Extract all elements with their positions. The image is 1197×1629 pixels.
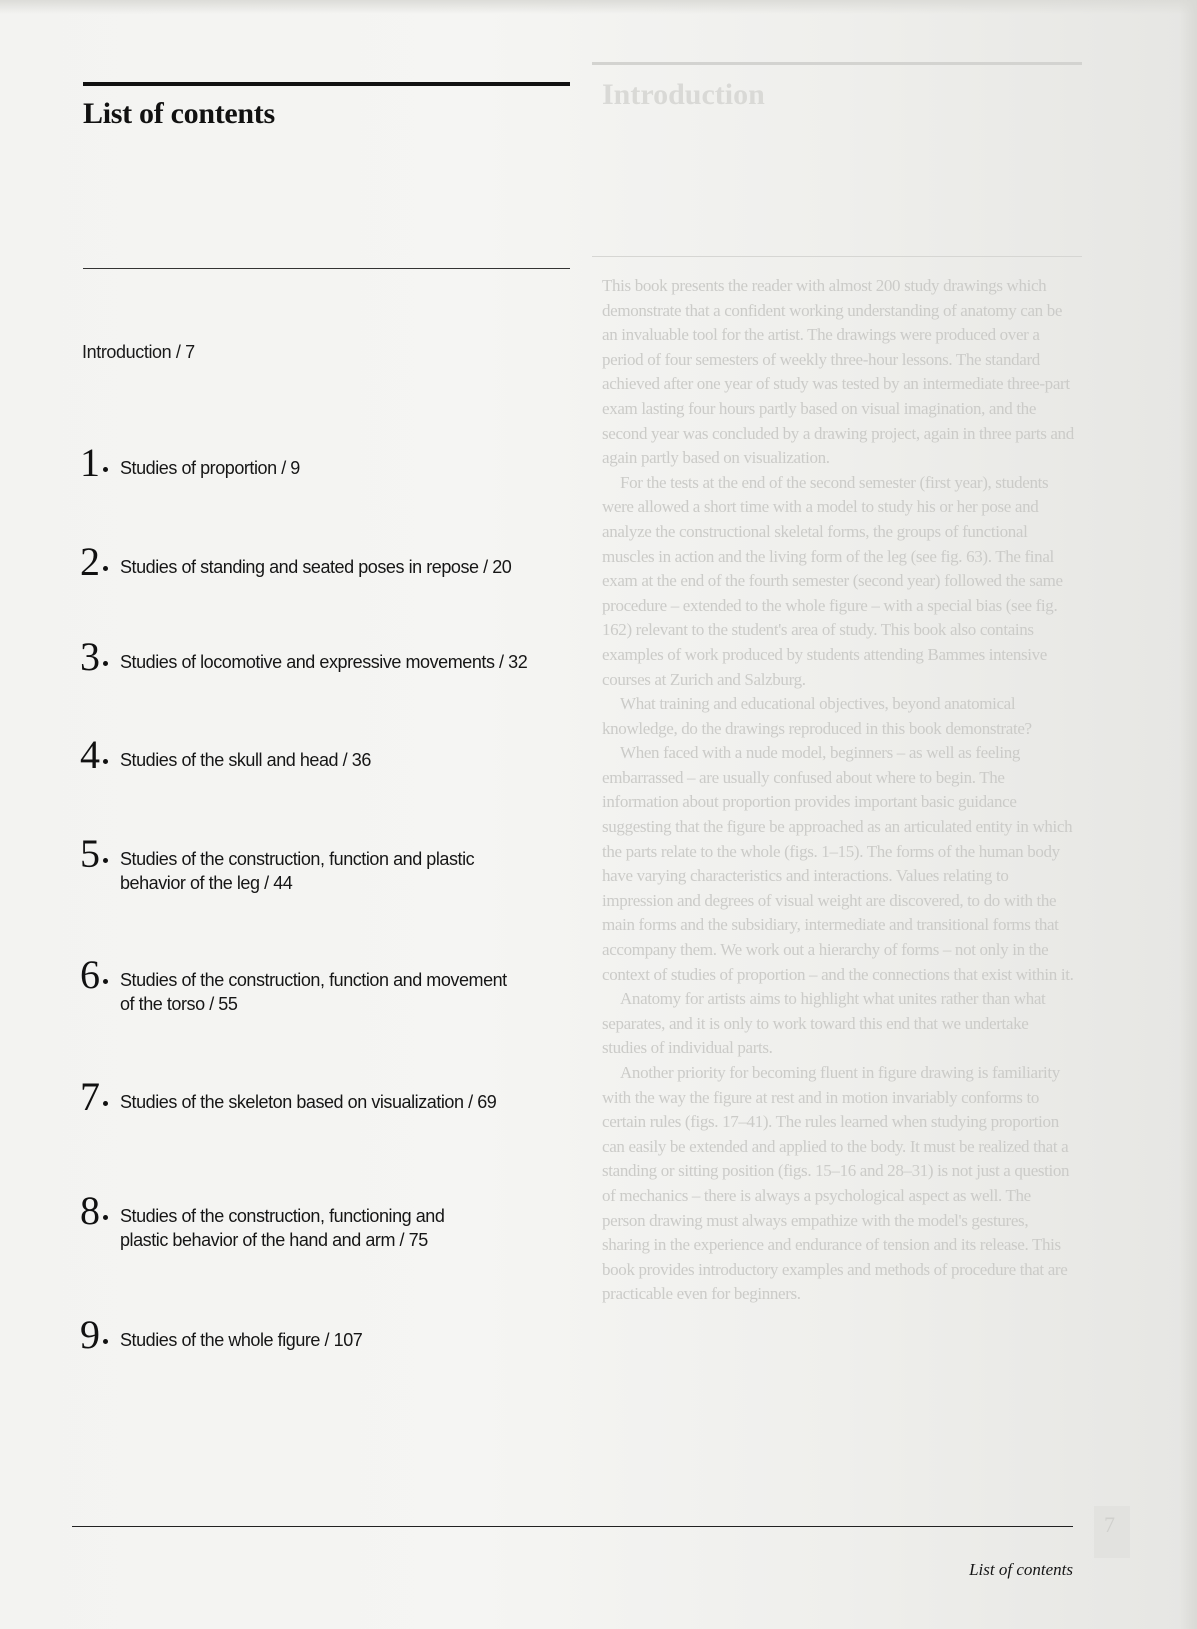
running-head: List of contents bbox=[969, 1560, 1073, 1579]
chapter-number-dot bbox=[103, 979, 108, 984]
chapter-title bbox=[120, 1204, 590, 1252]
chapter-number-dot bbox=[103, 467, 108, 472]
show-through-paragraph: For the tests at the end of the second semester (first year), students were allowed a short time with a model to study his or her pose and analyze the constructional skeletal forms, the groups of functional muscles in action and the living form of the leg (see fig. 63). The final exam at the end of the fourth semester (second year) followed the same procedure – extended to the whole figure – with a special bias (see fig. 162) relevant to the student's area of study. This book also contains examples of work produced by students attending Bammes intensive courses at Zurich and Salzburg. bbox=[602, 472, 1063, 689]
scan-edge-right bbox=[1179, 0, 1197, 1629]
show-through-paragraph: When faced with a nude model, beginners – as well as feeling embarrassed – are usually confused about where to begin. The information about proportion provides important basic guidance suggesting that the figure be approached as an articulated entity in which the parts relate to the whole (figs. 1–15). The forms of the human body have varying characteristics and interactions. Values relating to impression and degrees of visual weight are discovered, to do with the main forms and the subsidiary, intermediate and transitional forms that accompany them. We work out a hierarchy of forms – not only in the context of studies of proportion – and the connections that exist within it. bbox=[602, 743, 1074, 984]
show-through-body bbox=[602, 274, 1074, 1307]
chapter-title bbox=[120, 847, 590, 895]
show-through-rule-mid bbox=[592, 256, 1082, 257]
title-rule-top bbox=[83, 82, 570, 86]
chapter-number-dot bbox=[103, 661, 108, 666]
chapter-number: 2 bbox=[80, 539, 100, 584]
toc-entry-introduction: Introduction / 7 bbox=[82, 342, 195, 362]
chapter-title-line: behavior of the leg / 44 bbox=[120, 873, 293, 893]
chapter-title bbox=[120, 968, 590, 1016]
page-title: List of contents bbox=[83, 97, 275, 130]
chapter-number: 7 bbox=[80, 1074, 100, 1119]
chapter-number-dot bbox=[103, 1339, 108, 1344]
chapter-title: Studies of the skull and head / 36 bbox=[120, 750, 371, 770]
chapter-number: 6 bbox=[80, 952, 100, 997]
show-through-paragraph: Anatomy for artists aims to highlight what unites rather than what separates, and it is only to work toward this end that we undertake studies of individual parts. bbox=[602, 989, 1046, 1058]
footer-rule bbox=[72, 1526, 1073, 1527]
chapter-title: Studies of the whole figure / 107 bbox=[120, 1330, 363, 1350]
title-rule-bottom bbox=[83, 268, 570, 269]
chapter-number-dot bbox=[103, 566, 108, 571]
show-through-paragraph: Another priority for becoming fluent in figure drawing is familiarity with the way the figure at rest and in motion invariably conforms to certain rules (figs. 17–41). The rules learned when studying proportion can easily be extended and applied to the body. It must be realized that a standing or sitting position (figs. 15–16 and 28–31) is not just a question of mechanics – there is always a psychological aspect as well. The person drawing must always empathize with the model's gestures, sharing in the experience and endurance of tension and its release. This book provides introductory examples and methods of procedure that are practicable even for beginners. bbox=[602, 1063, 1070, 1304]
chapter-number: 9 bbox=[80, 1312, 100, 1357]
chapter-number: 1 bbox=[80, 440, 100, 485]
chapter-title-line: Studies of the construction, function and plastic bbox=[120, 849, 475, 869]
chapter-number: 4 bbox=[80, 732, 100, 777]
chapter-title: Studies of standing and seated poses in repose / 20 bbox=[120, 557, 512, 577]
show-through-folio: 7 bbox=[1104, 1512, 1115, 1537]
show-through-paragraph: What training and educational objectives, beyond anatomical knowledge, do the drawings reproduced in this book demonstrate? bbox=[602, 694, 1032, 738]
chapter-title-line: Studies of the construction, function and movement bbox=[120, 970, 507, 990]
chapter-title: Studies of locomotive and expressive movements / 32 bbox=[120, 652, 528, 672]
chapter-title-line: plastic behavior of the hand and arm / 75 bbox=[120, 1230, 428, 1250]
chapter-title-line: Studies of the construction, functioning and bbox=[120, 1206, 445, 1226]
chapter-title: Studies of proportion / 9 bbox=[120, 458, 300, 478]
chapter-number-dot bbox=[103, 1101, 108, 1106]
chapter-number-dot bbox=[103, 1215, 108, 1220]
show-through-rule-top bbox=[592, 62, 1082, 65]
show-through-paragraph: This book presents the reader with almost 200 study drawings which demonstrate that a confident working understanding of anatomy can be an invaluable tool for the artist. The drawings were produced over a period of four semesters of weekly three-hour lessons. The standard achieved after one year of study was tested by an intermediate three-part exam lasting four hours partly based on visual imagination, and the second year was concluded by a drawing project, again in three parts and again partly based on visualization. bbox=[602, 276, 1074, 468]
show-through-title: Introduction bbox=[602, 78, 765, 111]
chapter-number-dot bbox=[103, 858, 108, 863]
chapter-number-dot bbox=[103, 759, 108, 764]
chapter-number: 5 bbox=[80, 831, 100, 876]
chapter-number: 3 bbox=[80, 634, 100, 679]
scan-edge-top bbox=[0, 0, 1197, 14]
chapter-number: 8 bbox=[80, 1188, 100, 1233]
chapter-title-line: of the torso / 55 bbox=[120, 994, 238, 1014]
chapter-title: Studies of the skeleton based on visualization / 69 bbox=[120, 1092, 497, 1112]
